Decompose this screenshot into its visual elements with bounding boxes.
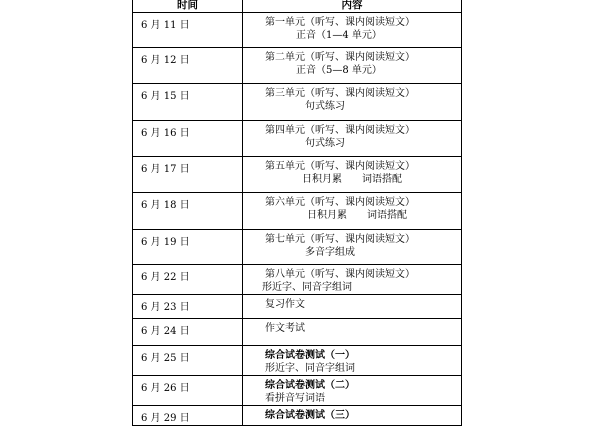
- table-row: [133, 84, 462, 121]
- row-content-line2: 多音字组成: [305, 247, 355, 258]
- row-content: [243, 121, 462, 157]
- row-content-line1: 作文考试: [265, 323, 305, 334]
- row-content: [243, 346, 462, 376]
- row-date: 6 月 22 日: [133, 265, 243, 295]
- row-content-line2: 日积月累 词语搭配: [302, 174, 402, 185]
- table-row: [133, 346, 462, 376]
- row-content-line2: 句式练习: [305, 138, 345, 149]
- row-content: [243, 295, 462, 319]
- schedule-table: [132, 0, 462, 426]
- row-content-line2: 句式练习: [305, 101, 345, 112]
- row-content-line1: 综合试卷测试（二）: [265, 380, 355, 391]
- row-content-line1: 第六单元（听写、课内阅读短文）: [265, 197, 415, 208]
- row-content-line2: 看拼音写词语: [265, 393, 325, 404]
- row-date: 6 月 15 日: [133, 84, 243, 121]
- row-content: [243, 265, 462, 295]
- table-row: [133, 295, 462, 319]
- row-content-line2: 正音（1—4 单元）: [296, 30, 382, 41]
- table-row: [133, 230, 462, 265]
- row-content: [243, 376, 462, 406]
- row-content: [243, 230, 462, 265]
- row-date: 6 月 17 日: [133, 157, 243, 193]
- row-content-line1: 第七单元（听写、课内阅读短文）: [265, 234, 415, 245]
- row-content-line1: 综合试卷测试（三）: [265, 410, 355, 421]
- row-content-line1: 第四单元（听写、课内阅读短文）: [265, 125, 415, 136]
- table-row: [133, 157, 462, 193]
- row-content-line2: 日积月累 词语搭配: [307, 210, 407, 221]
- row-date: 6 月 18 日: [133, 193, 243, 230]
- row-content-line2: 正音（5—8 单元）: [296, 65, 382, 76]
- row-content-line1: 复习作文: [265, 299, 305, 310]
- table-row: [133, 13, 462, 48]
- row-content: [243, 13, 462, 48]
- table-row: [133, 193, 462, 230]
- row-content-line2: 形近字、同音字组词: [262, 282, 352, 293]
- table-row: [133, 121, 462, 157]
- row-date: 6 月 29 日: [133, 406, 243, 426]
- table-row: [133, 406, 462, 426]
- table-row: [133, 48, 462, 84]
- time-column-header: 时间: [133, 0, 243, 13]
- table-row: [133, 319, 462, 346]
- row-content-line1: 第八单元（听写、课内阅读短文）: [265, 269, 415, 280]
- row-content: [243, 84, 462, 121]
- row-date: 6 月 26 日: [133, 376, 243, 406]
- row-date: 6 月 24 日: [133, 319, 243, 346]
- row-content-line1: 综合试卷测试（一）: [265, 350, 355, 361]
- row-content-line2: 形近字、同音字组词: [265, 363, 355, 374]
- row-date: 6 月 11 日: [133, 13, 243, 48]
- table-row: [133, 376, 462, 406]
- row-content: [243, 48, 462, 84]
- row-date: 6 月 16 日: [133, 121, 243, 157]
- row-content: [243, 406, 462, 426]
- table-row: [133, 265, 462, 295]
- row-date: 6 月 23 日: [133, 295, 243, 319]
- row-content-line1: 第一单元（听写、课内阅读短文）: [265, 17, 415, 28]
- row-content-line1: 第二单元（听写、课内阅读短文）: [265, 52, 415, 63]
- row-content: [243, 157, 462, 193]
- row-content-line1: 第三单元（听写、课内阅读短文）: [265, 88, 415, 99]
- row-date: 6 月 25 日: [133, 346, 243, 376]
- row-date: 6 月 12 日: [133, 48, 243, 84]
- row-content: [243, 193, 462, 230]
- row-content-line1: 第五单元（听写、课内阅读短文）: [265, 161, 415, 172]
- header-row: [133, 0, 462, 13]
- row-content: [243, 319, 462, 346]
- content-column-header: 内容: [243, 0, 462, 13]
- row-date: 6 月 19 日: [133, 230, 243, 265]
